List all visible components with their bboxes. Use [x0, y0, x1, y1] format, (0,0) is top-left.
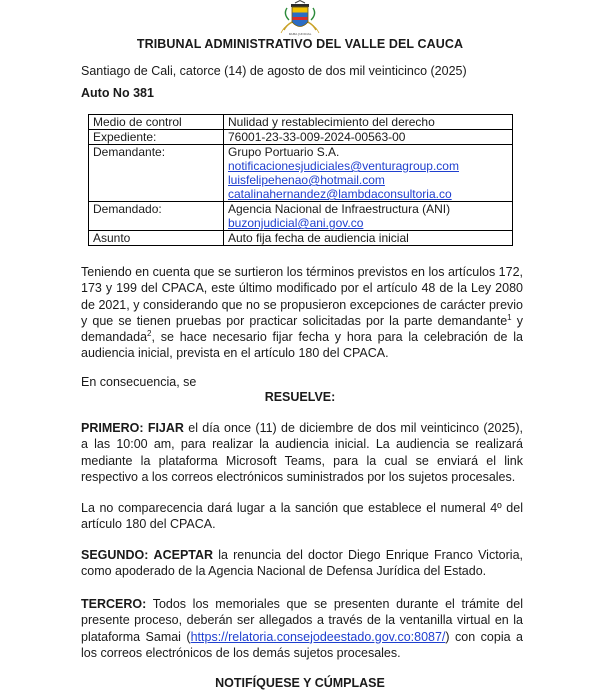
intro-text: y demandada	[81, 313, 523, 345]
table-row	[89, 115, 513, 130]
intro-paragraph	[81, 264, 523, 362]
demandado-email-link[interactable]: buzonjudicial@ani.gov.co	[228, 216, 364, 230]
demandante-email-link[interactable]: notificacionesjudiciales@venturagroup.com	[228, 159, 459, 173]
footnote-ref[interactable]: 2	[147, 329, 152, 339]
tercero-text: ) con copia a los correos electrónicos de los demás sujetos procesales.	[81, 629, 523, 660]
crest-lettering: RAMA JUDICIAL	[288, 32, 312, 36]
segundo-verb: ACEPTAR	[153, 548, 214, 562]
footnote-ref[interactable]: 1	[507, 312, 512, 322]
dateline: Santiago de Cali, catorce (14) de agosto de dos mil veinticinco (2025)	[81, 64, 467, 78]
court-name: TRIBUNAL ADMINISTRATIVO DEL VALLE DEL CAUCA	[136, 37, 464, 51]
segundo-text: la renuncia del doctor Diego Enrique Franco Victoria, como apoderado de la Agencia Nacional de Defensa Jurídica del Estado.	[81, 548, 523, 579]
segundo-label: SEGUNDO:	[81, 548, 149, 562]
intro-text: Teniendo en cuenta que se surtieron los términos previstos en los artículos 172, 173 y 199 del CPACA, este último modificado por el artículo 48 de la Ley 2080 de 2021, y considerando que no se propusieron excepciones de carácter previo y que se tienen pruebas por practicar solicitadas por la parte demandante	[81, 265, 523, 328]
control-value: Nulidad y restablecimiento del derecho	[224, 115, 513, 130]
samai-link[interactable]: https://relatoria.consejodeestado.gov.co:8087/	[190, 629, 446, 644]
primero-text: el día once (11) de diciembre de dos mil veinticinco (2025), a las 10:00 am, para realizar la audiencia inicial. La audiencia se realizará mediante la plataforma Microsoft Teams, para la cual se enviará el link respectivo a los correos electrónicos suministrados por los sujetos procesales.	[81, 421, 523, 484]
consequence-text: En consecuencia, se	[81, 375, 197, 389]
expediente-value: 76001-23-33-009-2024-00563-00	[224, 130, 513, 145]
demandado-cell	[224, 202, 513, 231]
intro-text: , se hace necesario fijar fecha y hora para la celebración de la audiencia inicial, prevista en el artículo 180 del CPACA.	[81, 330, 523, 361]
table-row	[89, 202, 513, 231]
closing-heading: NOTIFÍQUESE Y CÚMPLASE	[215, 676, 385, 690]
table-row	[89, 145, 513, 202]
table-row	[89, 130, 513, 145]
primero-label: PRIMERO:	[81, 421, 144, 435]
demandante-cell	[224, 145, 513, 202]
segundo-paragraph	[81, 547, 523, 580]
demandante-email-link[interactable]: luisfelipehenao@hotmail.com	[228, 173, 385, 187]
asunto-value: Auto fija fecha de audiencia inicial	[224, 231, 513, 246]
tercero-paragraph	[81, 596, 523, 661]
demandado-label: Demandado:	[89, 202, 224, 231]
primero-paragraph	[81, 420, 523, 485]
primero-verb: FIJAR	[147, 421, 184, 435]
table-row	[89, 231, 513, 246]
resuelve-heading: RESUELVE:	[264, 390, 336, 404]
tercero-text: Todos los memoriales que se presenten durante el trámite del presente proceso, deberán ser allegados a través de la ventanilla virtual en la plataforma Samai (	[81, 597, 523, 644]
case-info-table	[88, 114, 513, 246]
colombia-coat-of-arms-icon	[271, 0, 329, 38]
demandante-email-link[interactable]: catalinahernandez@lambdaconsultoria.co	[228, 187, 452, 201]
demandante-label: Demandante:	[89, 145, 224, 202]
control-label: Medio de control	[89, 115, 224, 130]
demandante-name: Grupo Portuario S.A.	[228, 145, 340, 159]
no-comparecencia-paragraph: La no comparecencia dará lugar a la sanción que establece el numeral 4º del artículo 180 del CPACA.	[81, 501, 523, 532]
expediente-label: Expediente:	[89, 130, 224, 145]
asunto-label: Asunto	[89, 231, 224, 246]
auto-number: Auto No 381	[81, 86, 154, 100]
tercero-label: TERCERO:	[81, 597, 147, 611]
demandado-name: Agencia Nacional de Infraestructura (ANI)	[228, 202, 451, 216]
